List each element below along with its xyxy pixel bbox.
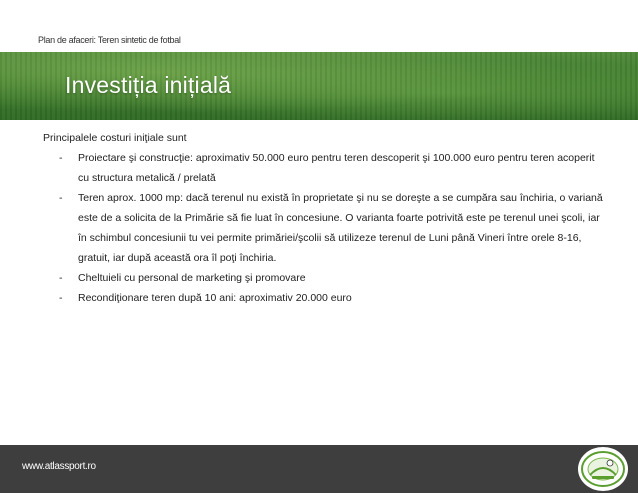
grass-banner xyxy=(0,52,638,120)
intro-text: Principalele costuri iniţiale sunt xyxy=(43,132,187,144)
list-item-text: Recondiţionare teren după 10 ani: aproximativ 20.000 euro xyxy=(78,292,352,304)
dash-marker: - xyxy=(59,152,63,164)
list-item-text: Proiectare şi construcţie: aproximativ 50.000 euro pentru teren descoperit şi 100.000 euro pentru teren acoperit cu structura metalică / prelată xyxy=(78,152,595,184)
atlas-sport-logo-icon xyxy=(578,447,628,491)
list-item-text: Cheltuieli cu personal de marketing şi promovare xyxy=(78,272,306,284)
list-item xyxy=(43,268,603,288)
document-header-title: Plan de afaceri: Teren sintetic de fotbal xyxy=(38,35,181,45)
list-item xyxy=(43,148,603,188)
footer-bar xyxy=(0,445,638,493)
slide-title: Investiția inițială xyxy=(65,72,232,98)
website-link[interactable]: www.atlassport.ro xyxy=(22,461,96,472)
list-item xyxy=(43,288,603,308)
logo-graphic xyxy=(580,449,626,489)
list-item xyxy=(43,188,603,268)
list-item-text: Teren aprox. 1000 mp: dacă terenul nu există în proprietate şi nu se doreşte a se cumpăra sau închiria, o variană este de a solicita de la Primărie să fie luat în concesiune. O varianta foarte potrivită este pe terenul unei şcoli, iar în schimbul concesiunii tu vei permite primăriei/şcolii să utilizeze terenul de Luni până Vineri între orele 8-16, gratuit, iar după această ora îl poţi închiria. xyxy=(78,192,603,264)
content-area xyxy=(43,132,603,308)
dash-marker: - xyxy=(59,192,63,204)
dash-marker: - xyxy=(59,272,63,284)
dash-marker: - xyxy=(59,292,63,304)
cost-list xyxy=(43,148,603,308)
